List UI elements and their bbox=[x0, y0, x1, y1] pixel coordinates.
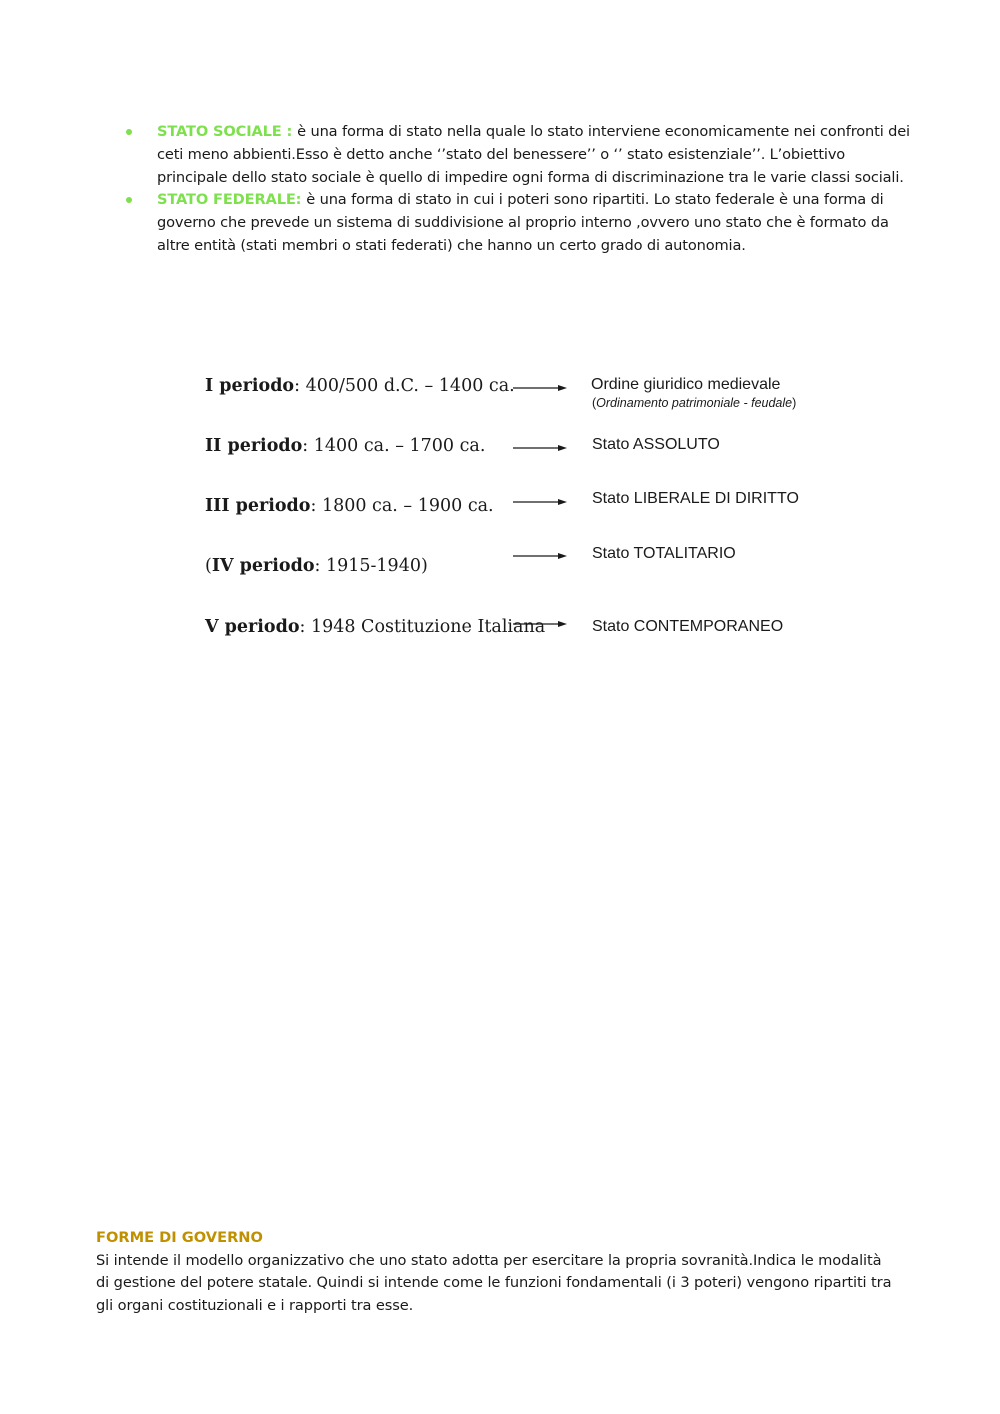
period-name: V periodo bbox=[205, 617, 300, 637]
state-label bbox=[592, 434, 720, 456]
timeline-row-4 bbox=[205, 545, 845, 584]
period-label bbox=[205, 434, 485, 458]
term-stato-federale: STATO FEDERALE: bbox=[157, 191, 307, 209]
state-label bbox=[592, 543, 736, 565]
right-arrow-icon bbox=[513, 497, 567, 507]
state-name: Ordine giuridico medievale bbox=[591, 376, 781, 393]
periods-timeline bbox=[205, 372, 845, 652]
period-dates: : 400/500 d.C. – 1400 ca. bbox=[294, 376, 515, 396]
state-name: Stato LIBERALE DI DIRITTO bbox=[592, 490, 799, 507]
section-heading: FORME DI GOVERNO bbox=[96, 1229, 263, 1246]
period-dates: : 1800 ca. – 1900 ca. bbox=[310, 496, 494, 516]
period-dates: : 1400 ca. – 1700 ca. bbox=[302, 436, 486, 456]
period-label bbox=[205, 494, 494, 518]
state-label bbox=[592, 488, 799, 510]
right-arrow-icon bbox=[513, 619, 567, 629]
period-label: (IV periodo: 1915-1940) bbox=[205, 556, 428, 576]
timeline-row-2 bbox=[205, 434, 845, 464]
right-arrow-icon bbox=[513, 443, 567, 453]
section-paragraph: Si intende il modello organizzativo che uno stato adotta per esercitare la propria sovranità.Indica le modalità di gestione del potere statale. Quindi si intende come le funzioni fondamentali (i 3 poteri) vengono ripartiti tra gli organi costituzionali e i rapporti tra esse. bbox=[96, 1251, 892, 1314]
state-label bbox=[592, 616, 783, 638]
definitions-list bbox=[126, 121, 911, 258]
period-name: I periodo bbox=[205, 376, 295, 396]
list-item-stato-federale bbox=[126, 189, 911, 257]
state-name: Stato ASSOLUTO bbox=[592, 436, 720, 453]
list-item-stato-sociale bbox=[126, 121, 911, 189]
period-dates: : 1915-1940 bbox=[314, 556, 421, 576]
right-arrow-icon bbox=[513, 551, 567, 561]
period-label bbox=[205, 374, 515, 398]
bullet-dot-icon bbox=[126, 129, 132, 135]
period-name: II periodo bbox=[205, 436, 303, 456]
state-name: Stato TOTALITARIO bbox=[592, 545, 736, 562]
forme-di-governo-section bbox=[96, 1227, 896, 1317]
period-name: III periodo bbox=[205, 496, 311, 516]
timeline-row-5 bbox=[205, 615, 845, 645]
period-dates: : 1948 Costituzione Italiana bbox=[299, 617, 546, 637]
term-stato-sociale: STATO SOCIALE : bbox=[157, 123, 298, 140]
state-label bbox=[591, 374, 796, 411]
definition-stato-sociale: è una forma di stato nella quale lo stato interviene economicamente nei confronti dei ceti meno abbienti.Esso è detto anche ‘’stato del benessere’’ o ‘’ stato esistenziale’’. L’obiettivo principale dello stato sociale è quello di impedire ogni forma di discriminazione tra le varie classi sociali. bbox=[157, 123, 910, 186]
bullet-dot-icon bbox=[126, 197, 132, 203]
period-label bbox=[205, 615, 545, 639]
period-name: IV periodo bbox=[211, 556, 315, 576]
right-arrow-icon bbox=[513, 383, 567, 393]
timeline-row-3 bbox=[205, 490, 845, 524]
timeline-row-1 bbox=[205, 374, 845, 410]
state-name: Stato CONTEMPORANEO bbox=[592, 618, 784, 635]
state-note: (Ordinamento patrimoniale - feudale) bbox=[592, 396, 797, 410]
definition-stato-federale: è una forma di stato in cui i poteri sono ripartiti. Lo stato federale è una forma di governo che prevede un sistema di suddivisione al proprio interno ,ovvero uno stato che è formato da altre entità (stati membri o stati federati) che hanno un certo grado di autonomia. bbox=[157, 191, 889, 254]
